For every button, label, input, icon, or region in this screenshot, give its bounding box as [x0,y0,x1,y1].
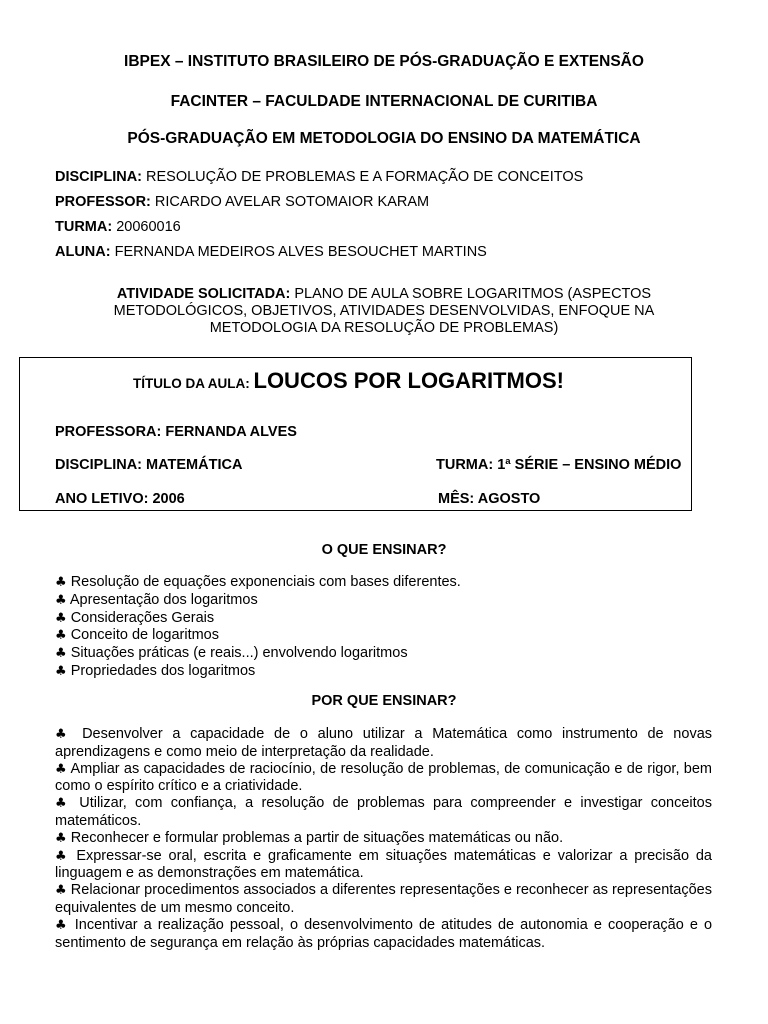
list-item-text: Propriedades dos logaritmos [70,662,256,679]
list-item-text: Expressar-se oral, escrita e graficamente em situações matemáticas e valorizar a precisão da linguagem e as demonstrações em matemática. [55,847,713,882]
club-bullet-icon: ♣ [55,761,67,777]
list-item [55,761,712,796]
lesson-disciplina: DISCIPLINA: MATEMÁTICA [55,457,243,473]
list-item-text: Situações práticas (e reais...) envolvendo logaritmos [70,645,408,662]
meta-aluna-value: FERNANDA MEDEIROS ALVES BESOUCHET MARTINS [110,244,487,260]
faculty-title: FACINTER – FACULDADE INTERNACIONAL DE CURITIBA [170,93,598,110]
list-item-text: Reconhecer e formular problemas a partir de situações matemáticas ou não. [70,829,564,846]
lesson-title-label-2: DA AULA: [181,376,254,391]
meta-turma-label: TURMA: [55,219,113,235]
club-bullet-icon: ♣ [55,610,67,626]
list-item [55,848,712,883]
meta-disciplina-label: DISCIPLINA: [55,169,142,185]
club-bullet-icon: ♣ [55,796,71,812]
list-item-text: Desenvolver a capacidade de o aluno utilizar a Matemática como instrumento de novas aprendizagens e como meio de interpretação da realidade. [55,726,713,760]
club-bullet-icon: ♣ [55,883,67,899]
activity-description [80,286,688,337]
list-item-text: Relacionar procedimentos associados a diferentes representações e reconhecer as representações equivalentes de um mesmo conceito. [55,882,712,916]
club-bullet-icon: ♣ [55,628,67,644]
club-bullet-icon: ♣ [55,646,67,662]
por-que-ensinar-list [55,726,712,951]
list-item [55,645,715,663]
list-item-text: Apresentação dos logaritmos [69,591,258,608]
lesson-professora: PROFESSORA: FERNANDA ALVES [55,424,297,440]
list-item [55,830,712,848]
lesson-title: LOUCOS POR LOGARITMOS! [253,368,564,393]
list-item [55,610,715,628]
club-bullet-icon: ♣ [55,917,69,933]
section-heading-o-que-ensinar: O QUE ENSINAR? [321,542,447,558]
list-item [55,627,715,645]
course-title: PÓS-GRADUAÇÃO EM METODOLOGIA DO ENSINO DA MATEMÁTICA [127,130,641,147]
o-que-ensinar-list [55,574,715,681]
list-item-text: Resolução de equações exponenciais com bases diferentes. [70,574,461,590]
activity-label: ATIVIDADE SOLICITADA: [116,286,291,302]
lesson-ano: ANO LETIVO: 2006 [55,491,185,507]
club-bullet-icon: ♣ [55,663,67,679]
list-item-text: Ampliar as capacidades de raciocínio, de resolução de problemas, de comunicação e de rigor, bem como o espírito crítico e a criatividade. [55,760,713,795]
meta-turma-value: 20060016 [112,219,181,235]
meta-professor [55,194,429,210]
lesson-info-box [19,357,692,511]
meta-professor-label: PROFESSOR: [55,194,151,210]
lesson-title-label-1: TÍTULO [133,376,182,391]
list-item [55,795,712,830]
meta-turma [55,219,181,235]
club-bullet-icon: ♣ [55,575,67,590]
meta-aluna-label: ALUNA: [55,244,111,260]
list-item-text: Incentivar a realização pessoal, o desenvolvimento de atitudes de autonomia e cooperação e o sentimento de segurança em relação às próprias capacidades matemáticas. [55,916,713,951]
club-bullet-icon: ♣ [55,848,70,864]
institution-title: IBPEX – INSTITUTO BRASILEIRO DE PÓS-GRADUAÇÃO E EXTENSÃO [124,53,644,70]
lesson-turma: TURMA: 1ª SÉRIE – ENSINO MÉDIO [436,457,682,473]
list-item [55,882,712,917]
lesson-mes: MÊS: AGOSTO [438,491,541,507]
list-item-text: Utilizar, com confiança, a resolução de problemas para compreender e investigar conceitos matemáticos. [55,795,713,829]
activity-text: PLANO DE AULA SOBRE LOGARITMOS (ASPECTOS METODOLÓGICOS, OBJETIVOS, ATIVIDADES DESENVOLVIDAS, ENFOQUE NA METODOLOGIA DA RESOLUÇÃO DE PROBLEMAS) [113,286,655,336]
meta-aluna [55,244,487,260]
list-item-text: Considerações Gerais [70,609,215,626]
meta-professor-value: RICARDO AVELAR SOTOMAIOR KARAM [150,194,430,210]
list-item [55,917,712,952]
list-item [55,574,715,592]
club-bullet-icon: ♣ [55,592,67,608]
lesson-title-line [133,368,564,394]
list-item [55,592,715,610]
club-bullet-icon: ♣ [55,830,67,846]
meta-disciplina-value: RESOLUÇÃO DE PROBLEMAS E A FORMAÇÃO DE CONCEITOS [142,169,584,185]
list-item-text: Conceito de logaritmos [70,627,219,644]
club-bullet-icon: ♣ [55,727,73,742]
list-item [55,726,712,761]
section-heading-por-que-ensinar: POR QUE ENSINAR? [311,693,457,709]
list-item [55,663,715,681]
meta-disciplina [55,169,583,185]
